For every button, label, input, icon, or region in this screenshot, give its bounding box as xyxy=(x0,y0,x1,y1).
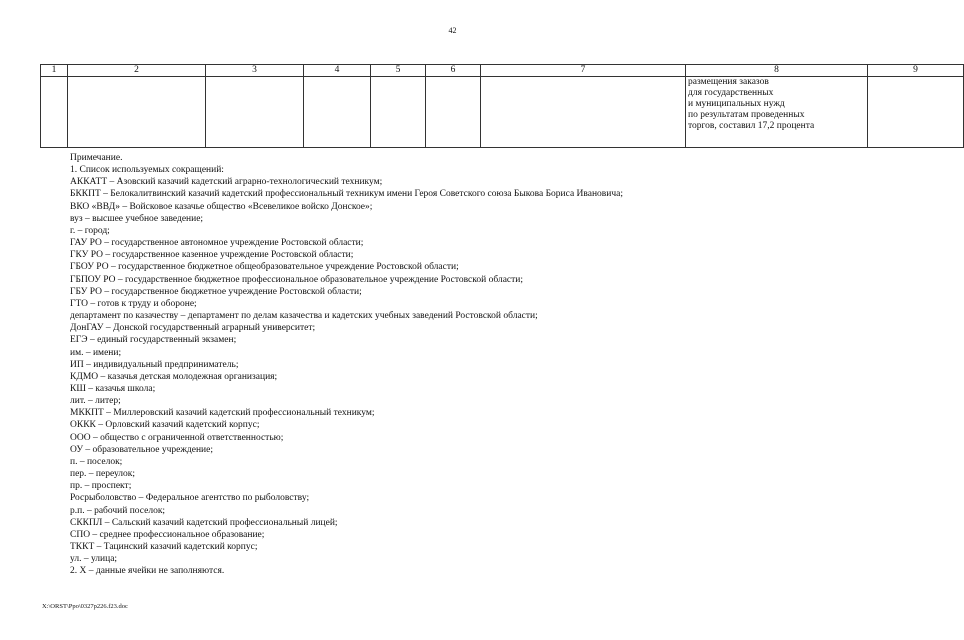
table-cell-col8 xyxy=(686,77,868,148)
abbreviation-item: МККПТ – Миллеровский казачий кадетский профессиональный техникум; xyxy=(70,408,375,419)
footer-file-path: X:\ORST\Ppo\0327p226.f23.doc xyxy=(42,603,128,610)
page-number: 42 xyxy=(448,26,457,35)
cell-line: торгов, составил 17,2 процента xyxy=(688,121,815,131)
cell-line: по результатам проведенных xyxy=(688,110,805,120)
abbreviation-item: ДонГАУ – Донской государственный аграрный университет; xyxy=(70,323,316,334)
notes-section xyxy=(70,152,623,577)
abbreviation-item: ГТО – готов к труду и обороне; xyxy=(70,298,197,309)
notes-title: Примечание. xyxy=(70,153,123,163)
abbreviation-item: КШ – казачья школа; xyxy=(70,383,156,394)
data-table xyxy=(40,64,964,148)
abbreviation-item: СККПЛ – Сальский казачий кадетский профессиональный лицей; xyxy=(70,517,338,528)
abbreviation-item: ГБУ РО – государственное бюджетное учреждение Ростовской области; xyxy=(70,286,362,297)
abbreviation-item: ТККТ – Тацинский казачий кадетский корпус; xyxy=(70,542,258,552)
cell-line: для государственных xyxy=(688,88,774,98)
abbreviation-item: им. – имени; xyxy=(70,347,122,358)
column-header-5: 5 xyxy=(371,65,426,77)
abbreviation-item: пр. – проспект; xyxy=(70,481,132,492)
table-cell xyxy=(481,77,686,148)
abbreviation-item: лит. – литер; xyxy=(70,396,121,407)
column-header-1: 1 xyxy=(41,65,68,77)
column-header-6: 6 xyxy=(426,65,481,77)
abbreviation-item: г. – город; xyxy=(70,225,110,236)
table-cell xyxy=(206,77,304,148)
abbreviation-item: п. – поселок; xyxy=(70,456,123,467)
abbreviation-item: АККАТТ – Азовский казачий кадетский аграрно-технологический техникум; xyxy=(70,177,383,188)
abbreviation-item: ООО – общество с ограниченной ответственностью; xyxy=(70,432,284,443)
abbreviation-item: вуз – высшее учебное заведение; xyxy=(70,213,204,224)
abbreviation-item: БККПТ – Белокалитвинский казачий кадетский профессиональный техникум имени Героя Советского союза Быкова Бориса Ивановича; xyxy=(70,189,624,200)
final-note: 2. Х – данные ячейки не заполняются. xyxy=(70,566,225,577)
abbreviation-item: ОККК – Орловский казачий кадетский корпус; xyxy=(70,420,260,431)
abbreviation-item: ГАУ РО – государственное автономное учреждение Ростовской области; xyxy=(70,238,364,249)
abbreviation-item: ОУ – образовательное учреждение; xyxy=(70,444,213,455)
abbreviation-item: ИП – индивидуальный предприниматель; xyxy=(70,359,239,370)
column-header-4: 4 xyxy=(304,65,371,77)
abbreviation-item: КДМО – казачья детская молодежная организация; xyxy=(70,371,278,382)
table-cell xyxy=(426,77,481,148)
abbreviation-item: СПО – среднее профессиональное образование; xyxy=(70,529,265,540)
column-header-3: 3 xyxy=(206,65,304,77)
table-cell xyxy=(41,77,68,148)
abbreviation-item: пер. – переулок; xyxy=(70,469,136,480)
table-cell xyxy=(371,77,426,148)
table-header-row xyxy=(41,65,964,77)
column-header-8: 8 xyxy=(686,65,868,77)
abbreviation-item: ГБОУ РО – государственное бюджетное общеобразовательное учреждение Ростовской области; xyxy=(70,262,459,273)
column-header-9: 9 xyxy=(868,65,964,77)
cell-line: размещения заказов xyxy=(688,77,769,87)
abbreviation-item: департамент по казачеству – департамент по делам казачества и кадетских учебных заведений Ростовской области; xyxy=(70,311,538,322)
abbreviation-item: ГБПОУ РО – государственное бюджетное профессиональное образовательное учреждение Ростовской области; xyxy=(70,274,524,285)
abbreviation-item: Росрыболовство – Федеральное агентство по рыболовству; xyxy=(70,493,310,504)
table-row xyxy=(41,77,964,148)
table-cell xyxy=(304,77,371,148)
column-header-2: 2 xyxy=(68,65,206,77)
table-cell xyxy=(68,77,206,148)
abbreviation-item: ГКУ РО – государственное казенное учреждение Ростовской области; xyxy=(70,250,354,261)
table-cell xyxy=(868,77,964,148)
cell-line: и муниципальных нужд xyxy=(688,99,785,109)
column-header-7: 7 xyxy=(481,65,686,77)
abbreviation-item: ЕГЭ – единый государственный экзамен; xyxy=(70,335,237,346)
abbreviation-item: р.п. – рабочий поселок; xyxy=(70,505,166,516)
abbreviation-item: ВКО «ВВД» – Войсковое казачье общество «Всевеликое войско Донское»; xyxy=(70,201,373,212)
abbreviation-item: ул. – улица; xyxy=(70,554,118,565)
abbreviations-heading: 1. Список используемых сокращений: xyxy=(70,165,224,176)
